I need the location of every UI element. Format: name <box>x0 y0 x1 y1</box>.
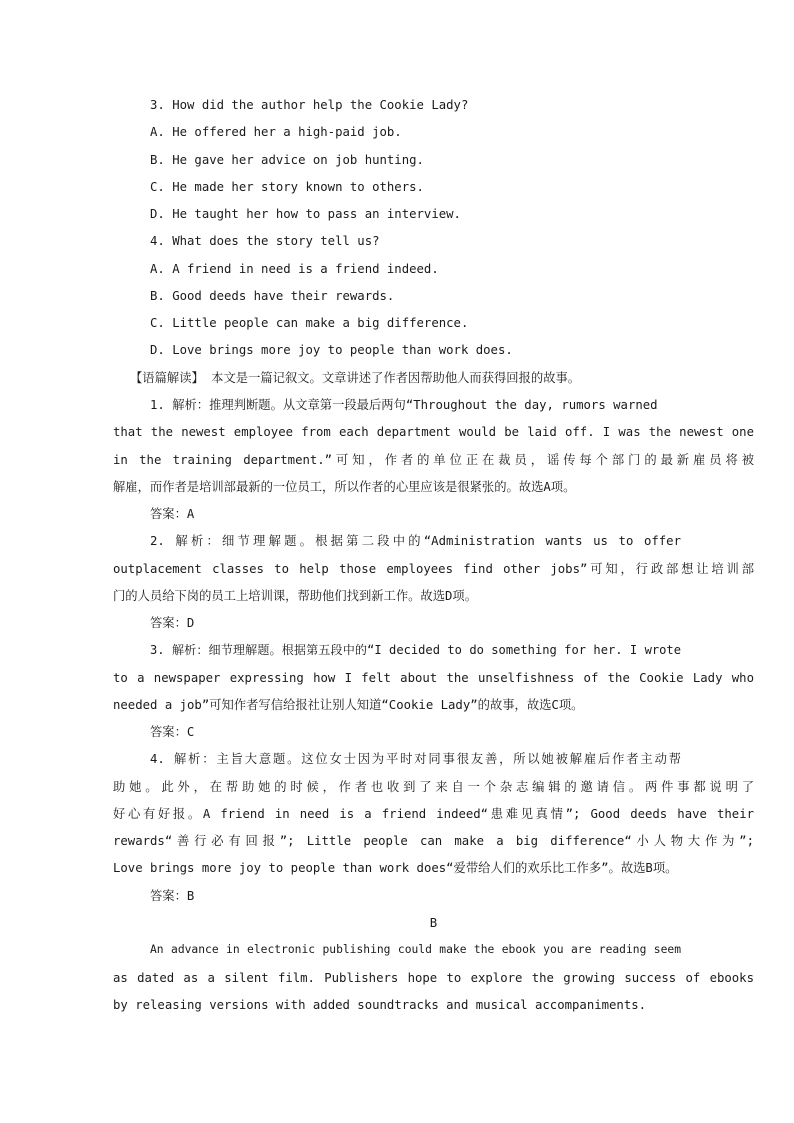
analysis-4-line-4: rewards“善行必有回报”; Little people can make a big difference“小人物大作为”; <box>113 834 754 848</box>
analysis-2-line-3: 门的人员给下岗的员工上培训课，帮助他们找到新工作。故选D项。 <box>113 589 478 603</box>
analysis-3-line-2: to a newspaper expressing how I felt about the unselfishness of the Cookie Lady who <box>113 671 754 685</box>
section-b-heading: B <box>429 916 438 930</box>
analysis-4-line-5: Love brings more joy to people than work does“爱带给人们的欢乐比工作多”。故选B项。 <box>113 861 678 875</box>
analysis-1-line-3: in the training department.”可知，作者的单位正在裁员，谣传每个部门的最新雇员将被 <box>113 453 754 467</box>
section-b-line-3: by releasing versions with added soundtracks and musical accompaniments. <box>113 998 647 1012</box>
question-3-stem: 3. How did the author help the Cookie Lady? <box>150 98 469 112</box>
section-b-line-2: as dated as a silent film. Publishers hope to explore the growing success of ebooks <box>113 971 754 985</box>
section-b-line-1: An advance in electronic publishing could make the ebook you are reading seem <box>150 943 681 956</box>
analysis-1-line-2: that the newest employee from each department would be laid off. I was the newest one <box>113 425 754 439</box>
analysis-4-line-2: 助她。此外，在帮助她的时候，作者也收到了来自一个杂志编辑的邀请信。两件事都说明了 <box>113 780 754 794</box>
analysis-2-answer: 答案：D <box>150 616 195 630</box>
question-4-option-c: C. Little people can make a big difference. <box>150 316 469 330</box>
question-3-option-b: B. He gave her advice on job hunting. <box>150 153 424 167</box>
analysis-3-answer: 答案：C <box>150 725 195 739</box>
question-4-option-a: A. A friend in need is a friend indeed. <box>150 262 439 276</box>
analysis-1-answer: 答案：A <box>150 507 195 521</box>
analysis-2-line-2: outplacement classes to help those employees find other jobs”可知，行政部想让培训部 <box>113 562 754 576</box>
question-3-option-d: D. He taught her how to pass an interview. <box>150 207 461 221</box>
question-4-option-d: D. Love brings more joy to people than work does. <box>150 343 513 357</box>
question-4-option-b: B. Good deeds have their rewards. <box>150 289 395 303</box>
analysis-4-answer: 答案：B <box>150 889 195 903</box>
analysis-4-line-1: 4. 解析：主旨大意题。这位女士因为平时对同事很友善，所以她被解雇后作者主动帮 <box>150 752 681 766</box>
question-3-option-a: A. He offered her a high-paid job. <box>150 125 402 139</box>
analysis-1-line-4: 解雇，而作者是培训部最新的一位员工，所以作者的心里应该是很紧张的。故选A项。 <box>113 480 576 494</box>
question-4-stem: 4. What does the story tell us? <box>150 234 380 248</box>
analysis-heading: 【语篇解读】 本文是一篇记叙文。文章讲述了作者因帮助他人而获得回报的故事。 <box>130 371 581 385</box>
analysis-3-line-3: needed a job”可知作者写信给报社让别人知道“Cookie Lady”的故事，故选C项。 <box>113 698 584 712</box>
analysis-4-line-3: 好心有好报。A friend in need is a friend indeed“患难见真情”; Good deeds have their <box>113 807 754 821</box>
analysis-1-line-1: 1. 解析：推理判断题。从文章第一段最后两句“Throughout the day, rumors warned <box>150 398 658 412</box>
analysis-3-line-1: 3. 解析：细节理解题。根据第五段中的“I decided to do something for her. I wrote <box>150 643 681 657</box>
analysis-2-line-1: 2. 解析：细节理解题。根据第二段中的“Administration wants us to offer <box>150 534 681 548</box>
question-3-option-c: C. He made her story known to others. <box>150 180 424 194</box>
